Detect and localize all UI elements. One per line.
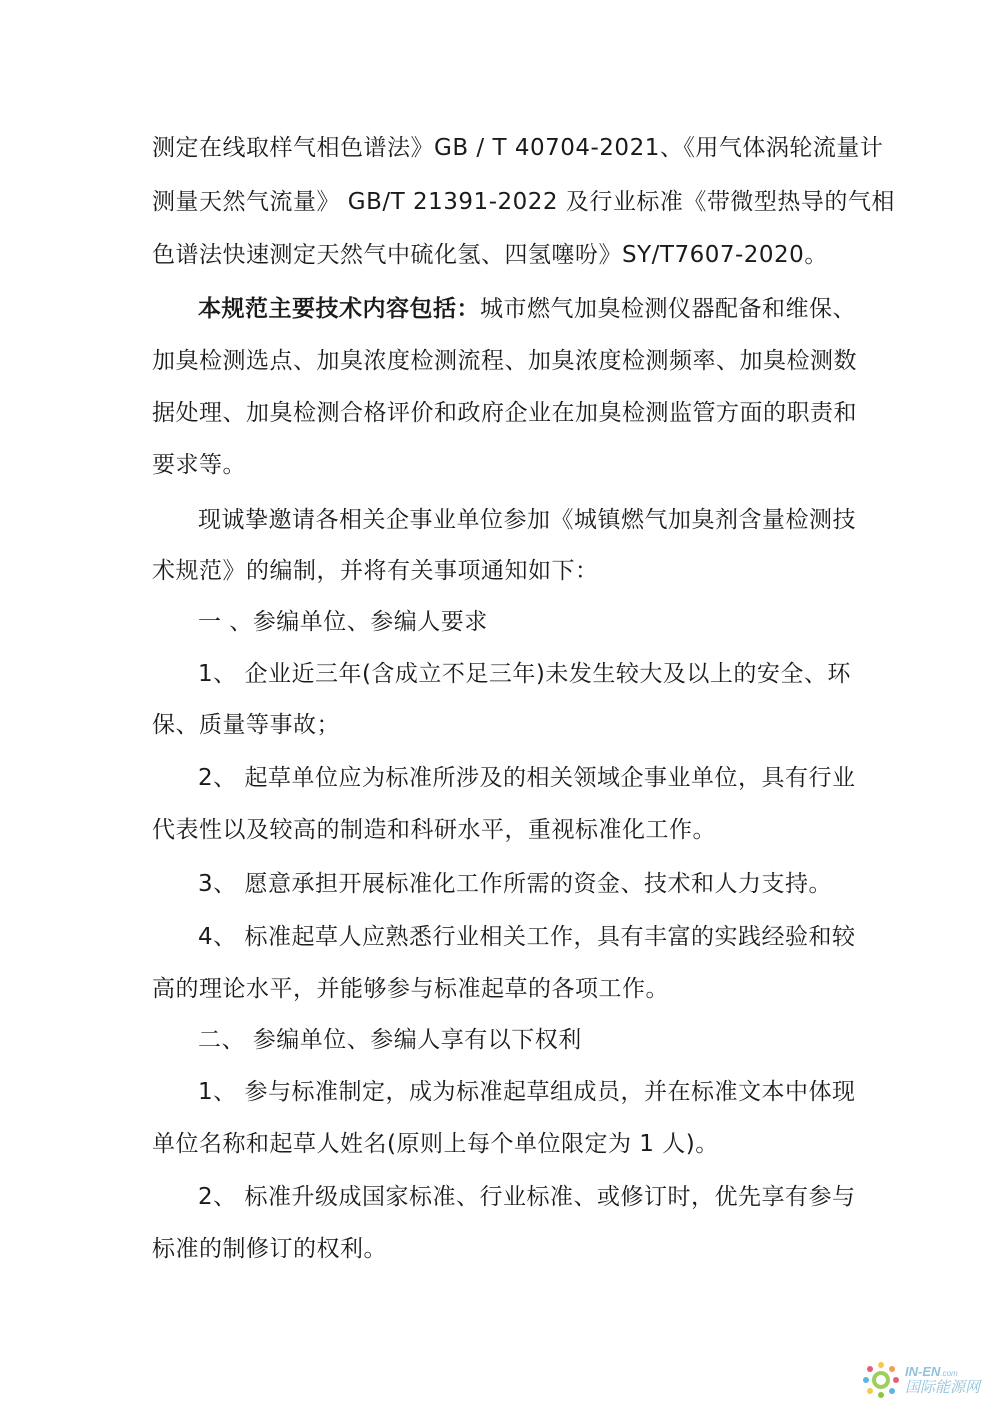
text-line: 单位名称和起草人姓名(原则上每个单位限定为 1 人)。: [152, 1131, 719, 1157]
list-item: 2、 标准升级成国家标准、行业标准、或修订时，优先享有参与: [198, 1184, 856, 1210]
list-item: 1、 参与标准制定，成为标准起草组成员，并在标准文本中体现: [198, 1079, 856, 1105]
bold-lead: 本规范主要技术内容包括：: [198, 296, 480, 322]
watermark-brand: [905, 1365, 980, 1378]
list-item: 2、 起草单位应为标准所涉及的相关领域企事业单位，具有行业: [198, 765, 856, 791]
text-span: 城市燃气加臭检测仪器配备和维保、: [480, 296, 856, 322]
watermark: [861, 1360, 980, 1400]
text-line: 高的理论水平，并能够参与标准起草的各项工作。: [152, 976, 669, 1002]
watermark-brand-suffix: .com: [940, 1369, 958, 1378]
watermark-site-name: 国际能源网: [904, 1378, 980, 1396]
section-heading: 二、 参编单位、参编人享有以下权利: [198, 1027, 582, 1053]
text-line: 保、质量等事故；: [152, 712, 340, 738]
text-line: 据处理、加臭检测合格评价和政府企业在加臭检测监管方面的职责和: [152, 400, 857, 426]
text-line: 测定在线取样气相色谱法》GB / T 40704-2021、《用气体涡轮流量计: [152, 135, 884, 161]
text-line: 代表性以及较高的制造和科研水平，重视标准化工作。: [152, 817, 716, 843]
text-line: 测量天然气流量》 GB/T 21391-2022 及行业标准《带微型热导的气相: [152, 189, 895, 215]
list-item: 4、 标准起草人应熟悉行业相关工作，具有丰富的实践经验和较: [198, 924, 856, 950]
text-line: 标准的制修订的权利。: [152, 1236, 387, 1262]
paragraph-technical-content: [198, 294, 856, 324]
text-line: 色谱法快速测定天然气中硫化氢、四氢噻吩》SY/T7607-2020。: [152, 242, 828, 268]
text-line: 现诚挚邀请各相关企事业单位参加《城镇燃气加臭剂含量检测技: [198, 507, 856, 533]
section-heading: 一 、参编单位、参编人要求: [198, 609, 488, 635]
watermark-text: [905, 1365, 980, 1395]
sun-logo-icon: [861, 1360, 901, 1400]
text-line: 要求等。: [152, 452, 246, 478]
watermark-brand-name: IN-EN: [904, 1364, 941, 1379]
list-item: 1、 企业近三年(含成立不足三年)未发生较大及以上的安全、环: [198, 661, 851, 687]
text-line: 术规范》的编制，并将有关事项通知如下：: [152, 558, 599, 584]
text-line: 加臭检测选点、加臭浓度检测流程、加臭浓度检测频率、加臭检测数: [152, 348, 857, 374]
list-item: 3、 愿意承担开展标准化工作所需的资金、技术和人力支持。: [198, 871, 832, 897]
